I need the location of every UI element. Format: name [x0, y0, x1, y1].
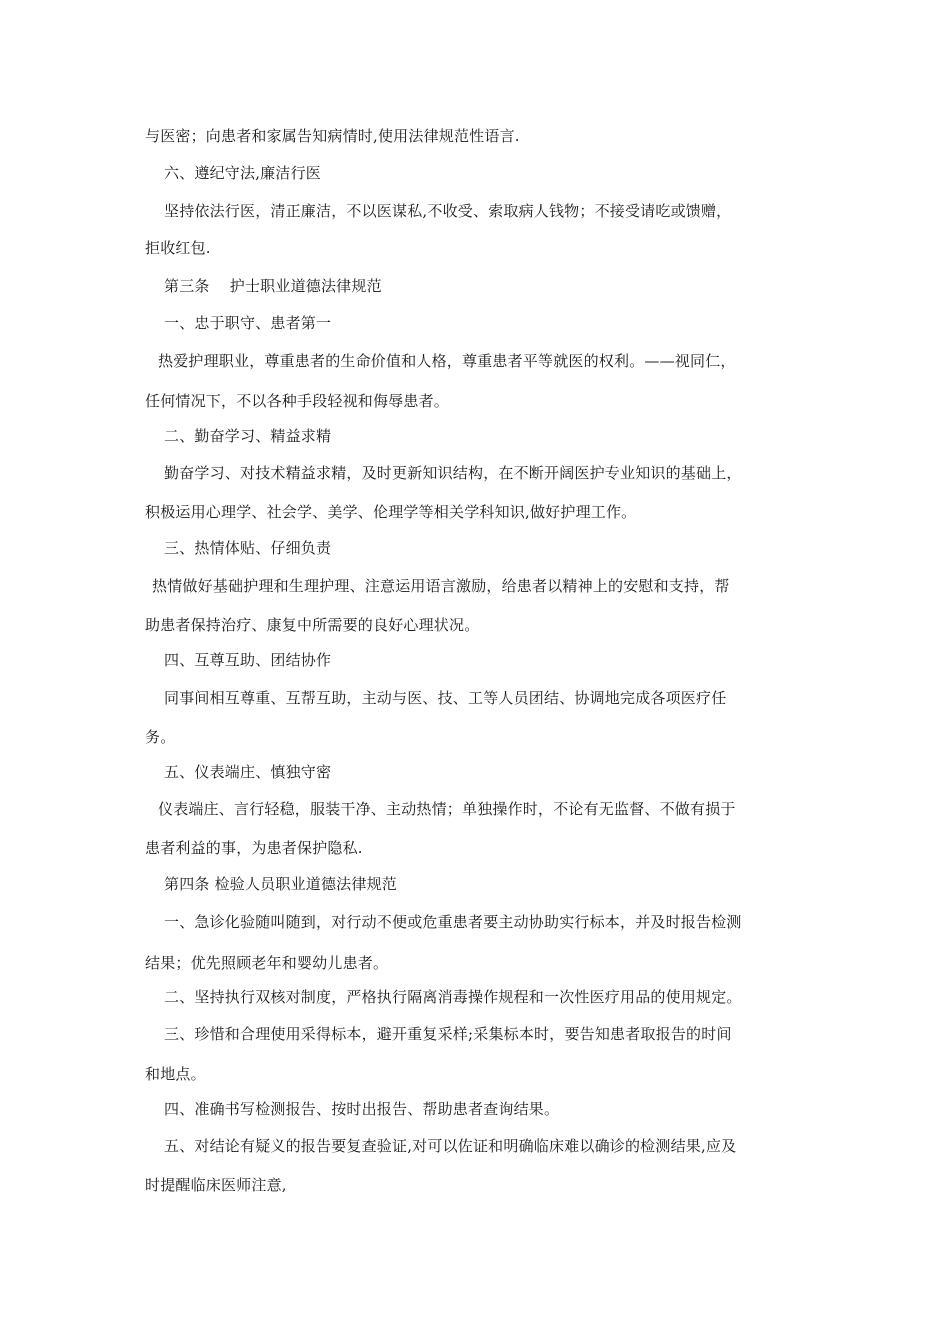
- text-line: 热情做好基础护理和生理护理、注意运用语言激励，给患者以精神上的安慰和支持，帮: [152, 577, 730, 595]
- text-line: 勤奋学习、对技术精益求精，及时更新知识结构，在不断开阔医护专业知识的基础上，: [164, 464, 742, 482]
- text-line: 仪表端庄、言行轻稳，服装干净、主动热情；单独操作时，不论有无监督、不做有损于: [158, 800, 736, 818]
- text-line: 拒收红包.: [145, 239, 211, 257]
- article-heading: 第四条 检验人员职业道德法律规范: [164, 875, 397, 893]
- text-line: 坚持依法行医，清正廉洁，不以医谋私,不收受、索取病人钱物；不接受请吃或馈赠，: [164, 202, 732, 220]
- text-line: 热爱护理职业，尊重患者的生命价值和人格，尊重患者平等就医的权利。——视同仁，: [158, 352, 736, 370]
- section-heading: 五、仪表端庄、慎独守密: [164, 763, 332, 781]
- text-line: 任何情况下，不以各种手段轻视和侮辱患者。: [145, 392, 450, 410]
- text-line: 二、坚持执行双核对制度，严格执行隔离消毒操作规程和一次性医疗用品的使用规定。: [164, 988, 742, 1006]
- text-line: 和地点。: [145, 1065, 206, 1083]
- text-line: 五、对结论有疑义的报告要复查验证,对可以佐证和明确临床难以确诊的检测结果,应及: [164, 1137, 737, 1155]
- text-line: 积极运用心理学、社会学、美学、伦理学等相关学科知识,做好护理工作。: [145, 503, 637, 521]
- section-heading: 六、遵纪守法,廉洁行医: [164, 164, 321, 182]
- section-heading: 四、互尊互助、团结协作: [164, 651, 332, 669]
- text-line: 务。: [145, 728, 176, 746]
- text-line: 时提醒临床医师注意,: [145, 1176, 287, 1194]
- text-line: 助患者保持治疗、康复中所需要的良好心理状况。: [145, 616, 480, 634]
- text-line: 三、珍惜和合理使用采得标本，避开重复采样;采集标本时，要告知患者取报告的时间: [164, 1025, 732, 1043]
- text-line: 与医密；向患者和家属告知病情时,使用法律规范性语言.: [145, 127, 520, 145]
- text-line: 同事间相互尊重、互帮互助，主动与医、技、工等人员团结、协调地完成各项医疗任: [164, 689, 727, 707]
- section-heading: 三、热情体贴、仔细负责: [164, 539, 332, 557]
- section-heading: 二、勤奋学习、精益求精: [164, 427, 332, 445]
- article-heading: 第三条 护士职业道德法律规范: [164, 277, 382, 295]
- section-heading: 一、忠于职守、患者第一: [164, 314, 332, 332]
- text-line: 一、急诊化验随叫随到，对行动不便或危重患者要主动协助实行标本，并及时报告检测: [164, 913, 742, 931]
- text-line: 患者利益的事，为患者保护隐私.: [145, 839, 363, 857]
- text-line: 结果；优先照顾老年和婴幼儿患者。: [145, 954, 389, 972]
- text-line: 四、准确书写检测报告、按时出报告、帮助患者查询结果。: [164, 1100, 560, 1118]
